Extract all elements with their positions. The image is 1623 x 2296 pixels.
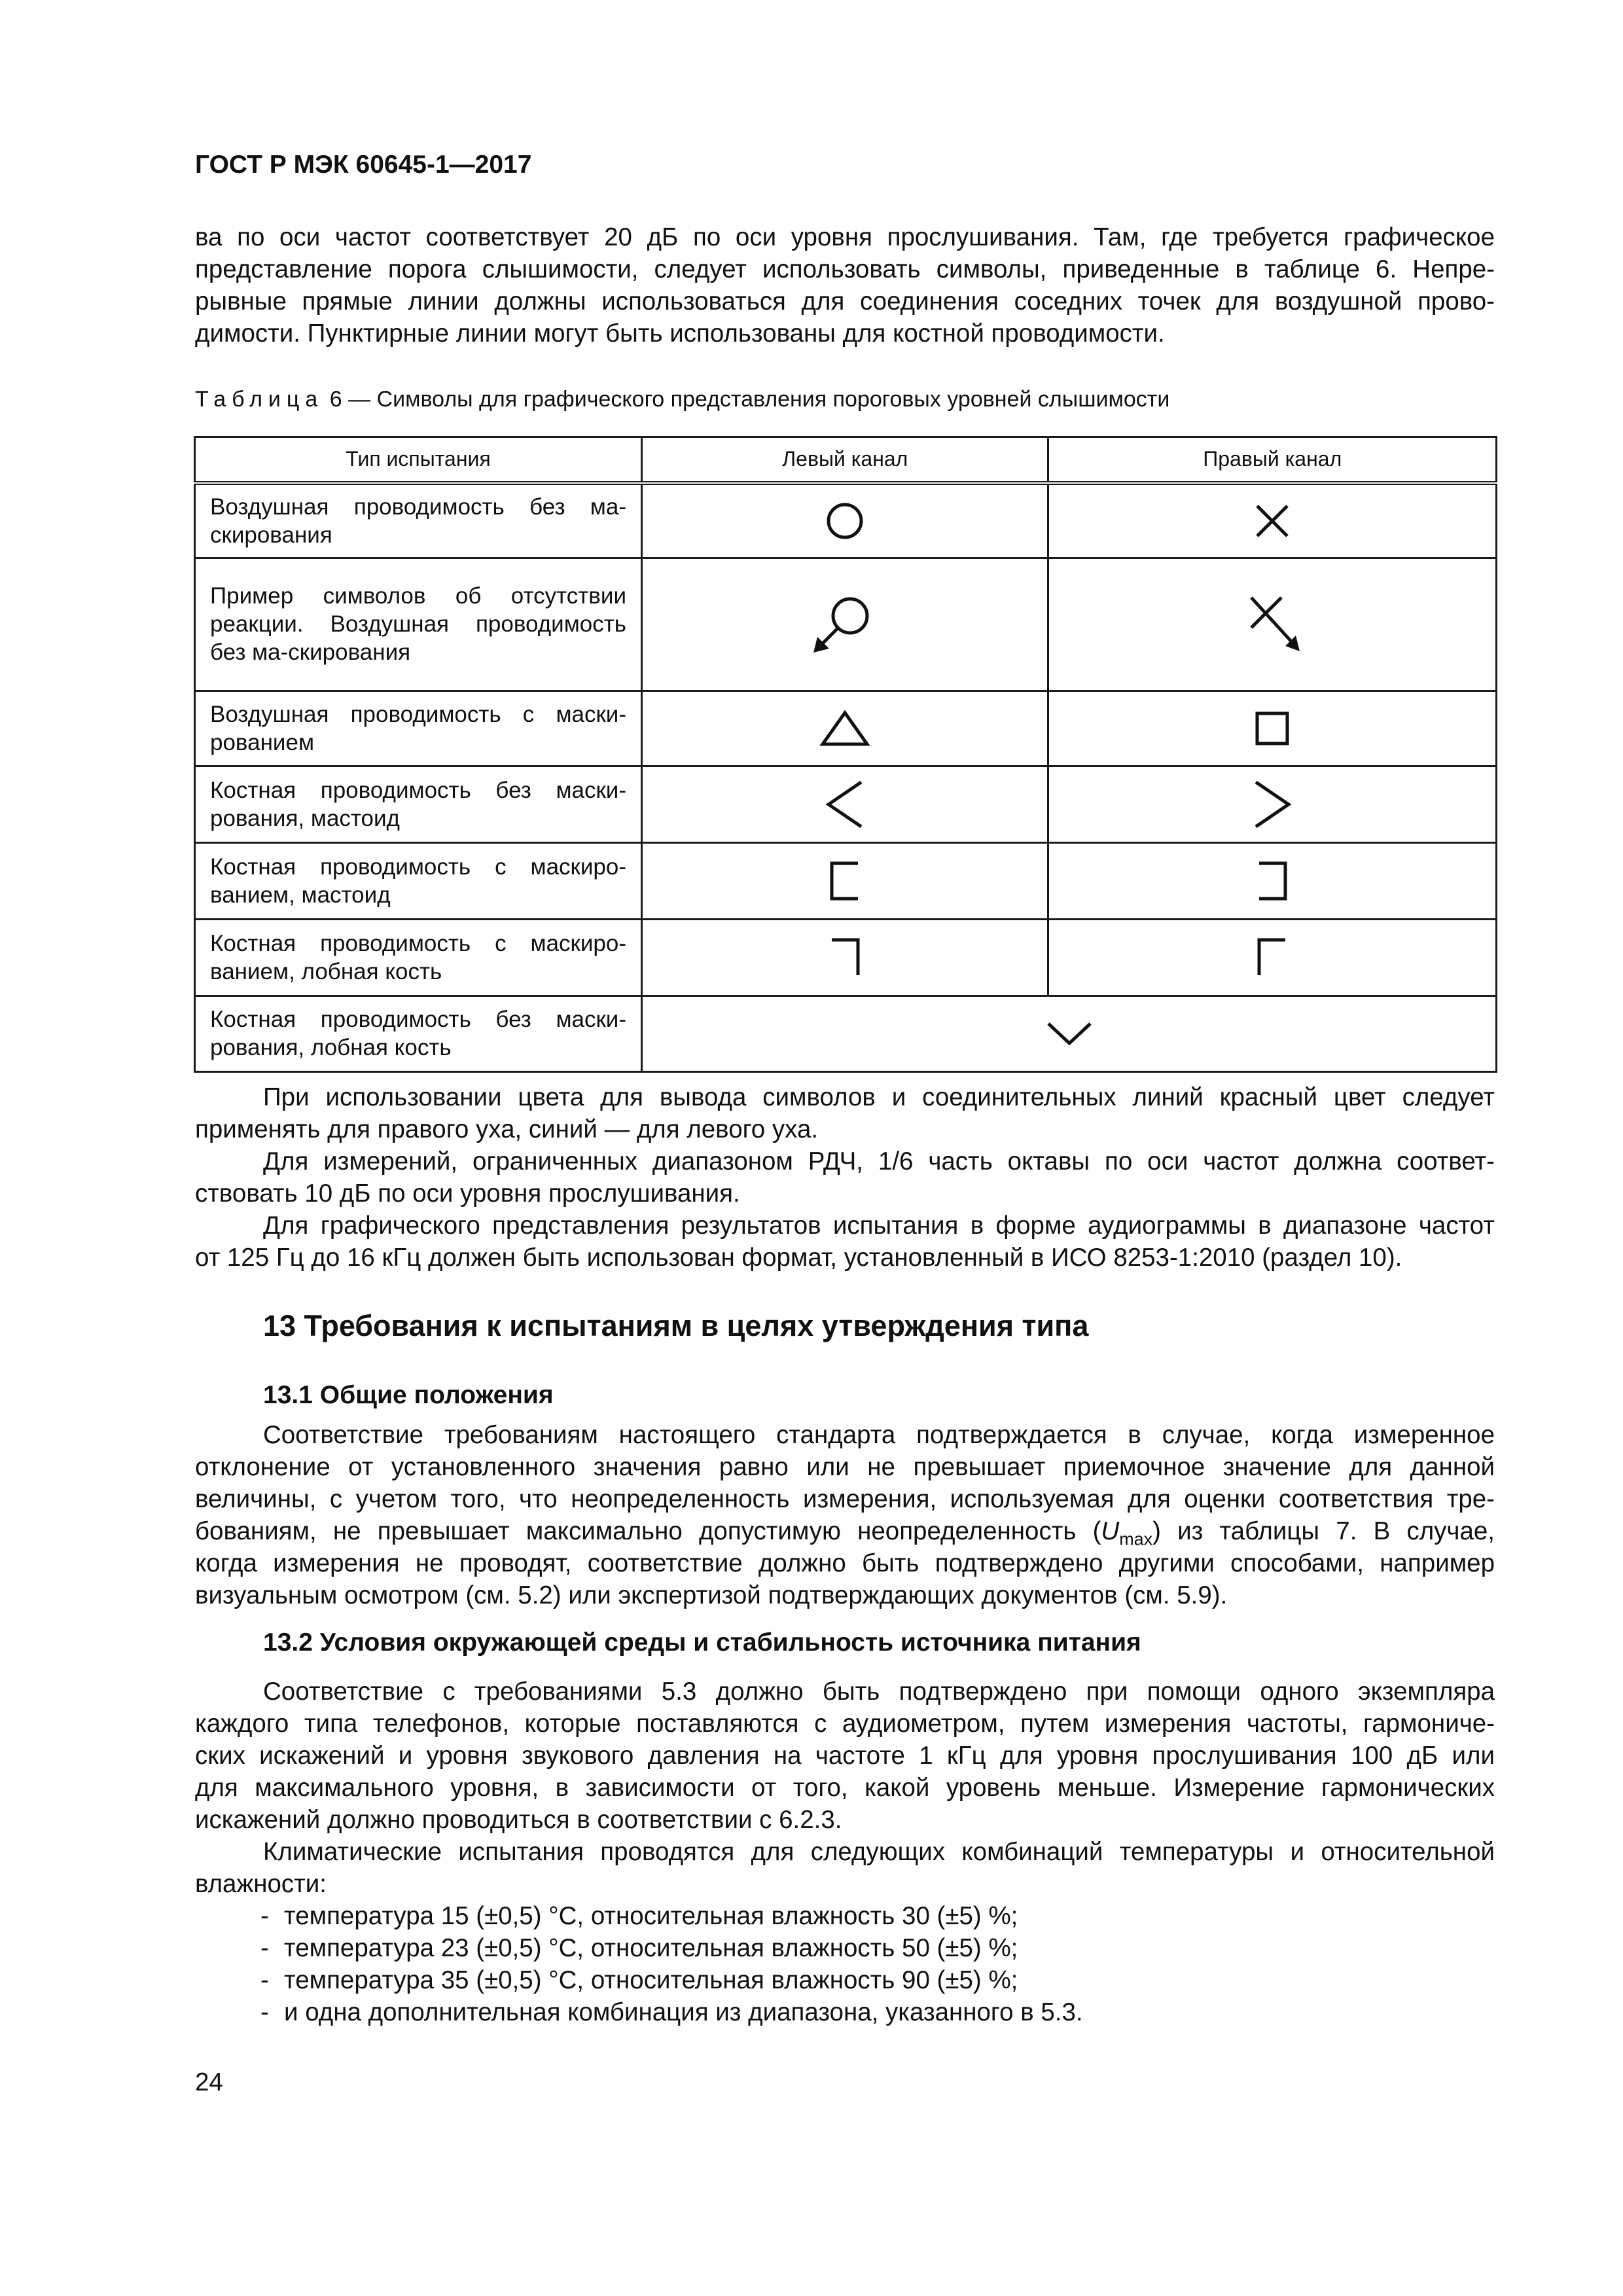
paragraph-line: Для графического представления результатов испытания в форме аудиограммы в диапазоне частот (263, 1211, 1495, 1240)
paragraph-line: применять для правого уха, синий — для левого уха. (195, 1115, 819, 1143)
paragraph-line: влажности: (195, 1870, 327, 1898)
row-type-cell: Пример символов об отсутствии реакции. Воздушная проводимость без ма-скирования (195, 558, 642, 691)
row-type-cell: Воздушная проводимость с маски-рованием (195, 691, 642, 766)
row-type-cell: Костная проводимость без маски-рования, мастоид (195, 766, 642, 842)
standard-header: ГОСТ Р МЭК 60645-1—2017 (195, 151, 532, 179)
left-symbol-cell (642, 483, 1048, 558)
intro-line: димости. Пунктирные линии могут быть использованы для костной проводимости. (195, 319, 1165, 348)
list-marker: - (260, 1902, 269, 1930)
page-number: 24 (195, 2068, 223, 2096)
header-right-channel: Правый канал (1048, 437, 1497, 483)
paragraph-line: Для измерений, ограниченных диапазоном РДЧ, 1/6 часть октавы по оси частот должна соответ- (263, 1147, 1495, 1175)
circle-no-response-arrow-symbol (806, 588, 884, 660)
paragraph-line: отклонение от установленного значения равно или не превышает приемочное значение для данной (195, 1453, 1495, 1481)
section-13-heading: 13 Требования к испытаниям в целях утверждения типа (263, 1309, 1089, 1342)
list-item-text: температура 35 (±0,5) °С, относительная влажность 90 (±5) %; (284, 1966, 1018, 1994)
left-square-bracket-symbol (825, 858, 865, 904)
table-caption (195, 386, 1169, 412)
line-text: ) из таблицы 7. В случае, (1152, 1517, 1495, 1545)
right-symbol-cell (1048, 691, 1497, 766)
top-left-corner-symbol (1253, 935, 1292, 980)
table-row (195, 691, 1497, 766)
list-item (260, 1932, 1018, 1964)
table-row (195, 483, 1497, 558)
list-item (260, 1900, 1018, 1932)
header-test-type: Тип испытания (195, 437, 642, 483)
list-item-text: и одна дополнительная комбинация из диапазона, указанного в 5.3. (284, 1998, 1083, 2026)
left-symbol-cell (642, 558, 1048, 691)
right-square-bracket-symbol (1253, 858, 1292, 904)
list-item (260, 1964, 1018, 1996)
top-right-corner-symbol (825, 935, 865, 980)
list-marker: - (260, 1966, 269, 1994)
paragraph-line: визуальным осмотром (см. 5.2) или экспертизой подтверждающих документов (см. 5.9). (195, 1581, 1228, 1609)
table-caption-text: 6 — Символы для графического представления пороговых уровней слышимости (329, 387, 1170, 412)
paragraph-line: ских искажений и уровня звукового давления на частоте 1 кГц для уровня прослушивания 100 дБ или (195, 1742, 1495, 1770)
right-symbol-cell (1048, 558, 1497, 691)
header-left-channel: Левый канал (642, 437, 1048, 483)
circle-symbol (822, 498, 868, 544)
less-than-bracket-symbol (822, 778, 868, 831)
left-symbol-cell (642, 691, 1048, 766)
list-item-text: температура 15 (±0,5) °С, относительная влажность 30 (±5) %; (284, 1902, 1018, 1930)
left-symbol-cell (642, 842, 1048, 919)
table-caption-label: Таблица (195, 387, 324, 412)
row-type-cell: Воздушная проводимость без ма-скирования (195, 483, 642, 558)
cross-no-response-arrow-symbol (1233, 588, 1311, 660)
paragraph-line: Соответствие с требованиями 5.3 должно быть подтверждено при помощи одного экземпляра (263, 1677, 1495, 1706)
paragraph-line-with-formula (195, 1515, 1495, 1547)
paragraph-line: Соответствие требованиям настоящего стандарта подтверждается в случае, когда измеренное (263, 1421, 1495, 1449)
combined-symbol-cell (642, 996, 1497, 1071)
row-type-cell: Костная проводимость с маскиро-ванием, лобная кость (195, 919, 642, 996)
table-row (195, 558, 1497, 691)
list-marker: - (260, 1934, 269, 1962)
left-symbol-cell (642, 766, 1048, 842)
right-symbol-cell (1048, 842, 1497, 919)
list-marker: - (260, 1998, 269, 2026)
intro-line: представление порога слышимости, следует использовать символы, приведенные в таблице 6. Непре- (195, 255, 1495, 283)
paragraph-line: При использовании цвета для вывода символов и соединительных линий красный цвет следует (263, 1083, 1495, 1111)
right-symbol-cell (1048, 766, 1497, 842)
cross-symbol (1249, 498, 1295, 544)
line-text: бованиям, не превышает максимально допустимую неопределенность ( (195, 1517, 1101, 1545)
paragraph-line: величины, с учетом того, что неопределенность измерения, используемая для оценки соответствия тре- (195, 1485, 1495, 1513)
greater-than-bracket-symbol (1249, 778, 1295, 831)
paragraph-line: каждого типа телефонов, которые поставляются с аудиометром, путем измерения частоты, гармониче- (195, 1710, 1495, 1738)
table-row (195, 919, 1497, 996)
symbols-table (194, 436, 1497, 1073)
paragraph-line: для максимального уровня, в зависимости от того, какой уровень меньше. Измерение гармонических (195, 1774, 1495, 1802)
row-type-cell: Костная проводимость с маскиро-ванием, мастоид (195, 842, 642, 919)
row-type-cell: Костная проводимость без маски-рования, лобная кость (195, 996, 642, 1071)
table-row (195, 996, 1497, 1071)
u-max-subscript: max (1119, 1529, 1153, 1549)
list-item (260, 1996, 1083, 2028)
subsection-13-1-heading: 13.1 Общие положения (263, 1381, 554, 1409)
triangle-symbol (819, 709, 871, 748)
paragraph-line: когда измерения не проводят, соответствие должно быть подтверждено другими способами, например (195, 1549, 1495, 1577)
table-row (195, 766, 1497, 842)
subsection-13-2-heading: 13.2 Условия окружающей среды и стабильность источника питания (263, 1628, 1141, 1657)
intro-line: ва по оси частот соответствует 20 дБ по оси уровня прослушивания. Там, где требуется графическое (195, 223, 1495, 251)
paragraph-line: искажений должно проводиться в соответствии с 6.2.3. (195, 1806, 842, 1834)
square-symbol (1253, 709, 1292, 748)
paragraph-line: от 125 Гц до 16 кГц должен быть использован формат, установленный в ИСО 8253-1:2010 (раздел 10). (195, 1244, 1402, 1272)
paragraph-line: Климатические испытания проводятся для следующих комбинаций температуры и относительной (263, 1838, 1495, 1866)
v-chevron-symbol (1043, 1017, 1096, 1050)
u-max-symbol: U (1101, 1517, 1120, 1545)
paragraph-line: ствовать 10 дБ по оси уровня прослушивания. (195, 1179, 740, 1208)
table-header-row (195, 437, 1497, 483)
table-row (195, 842, 1497, 919)
intro-line: рывные прямые линии должны использоваться для соединения соседних точек для воздушной прово- (195, 287, 1495, 315)
right-symbol-cell (1048, 483, 1497, 558)
right-symbol-cell (1048, 919, 1497, 996)
list-item-text: температура 23 (±0,5) °С, относительная влажность 50 (±5) %; (284, 1934, 1018, 1962)
left-symbol-cell (642, 919, 1048, 996)
